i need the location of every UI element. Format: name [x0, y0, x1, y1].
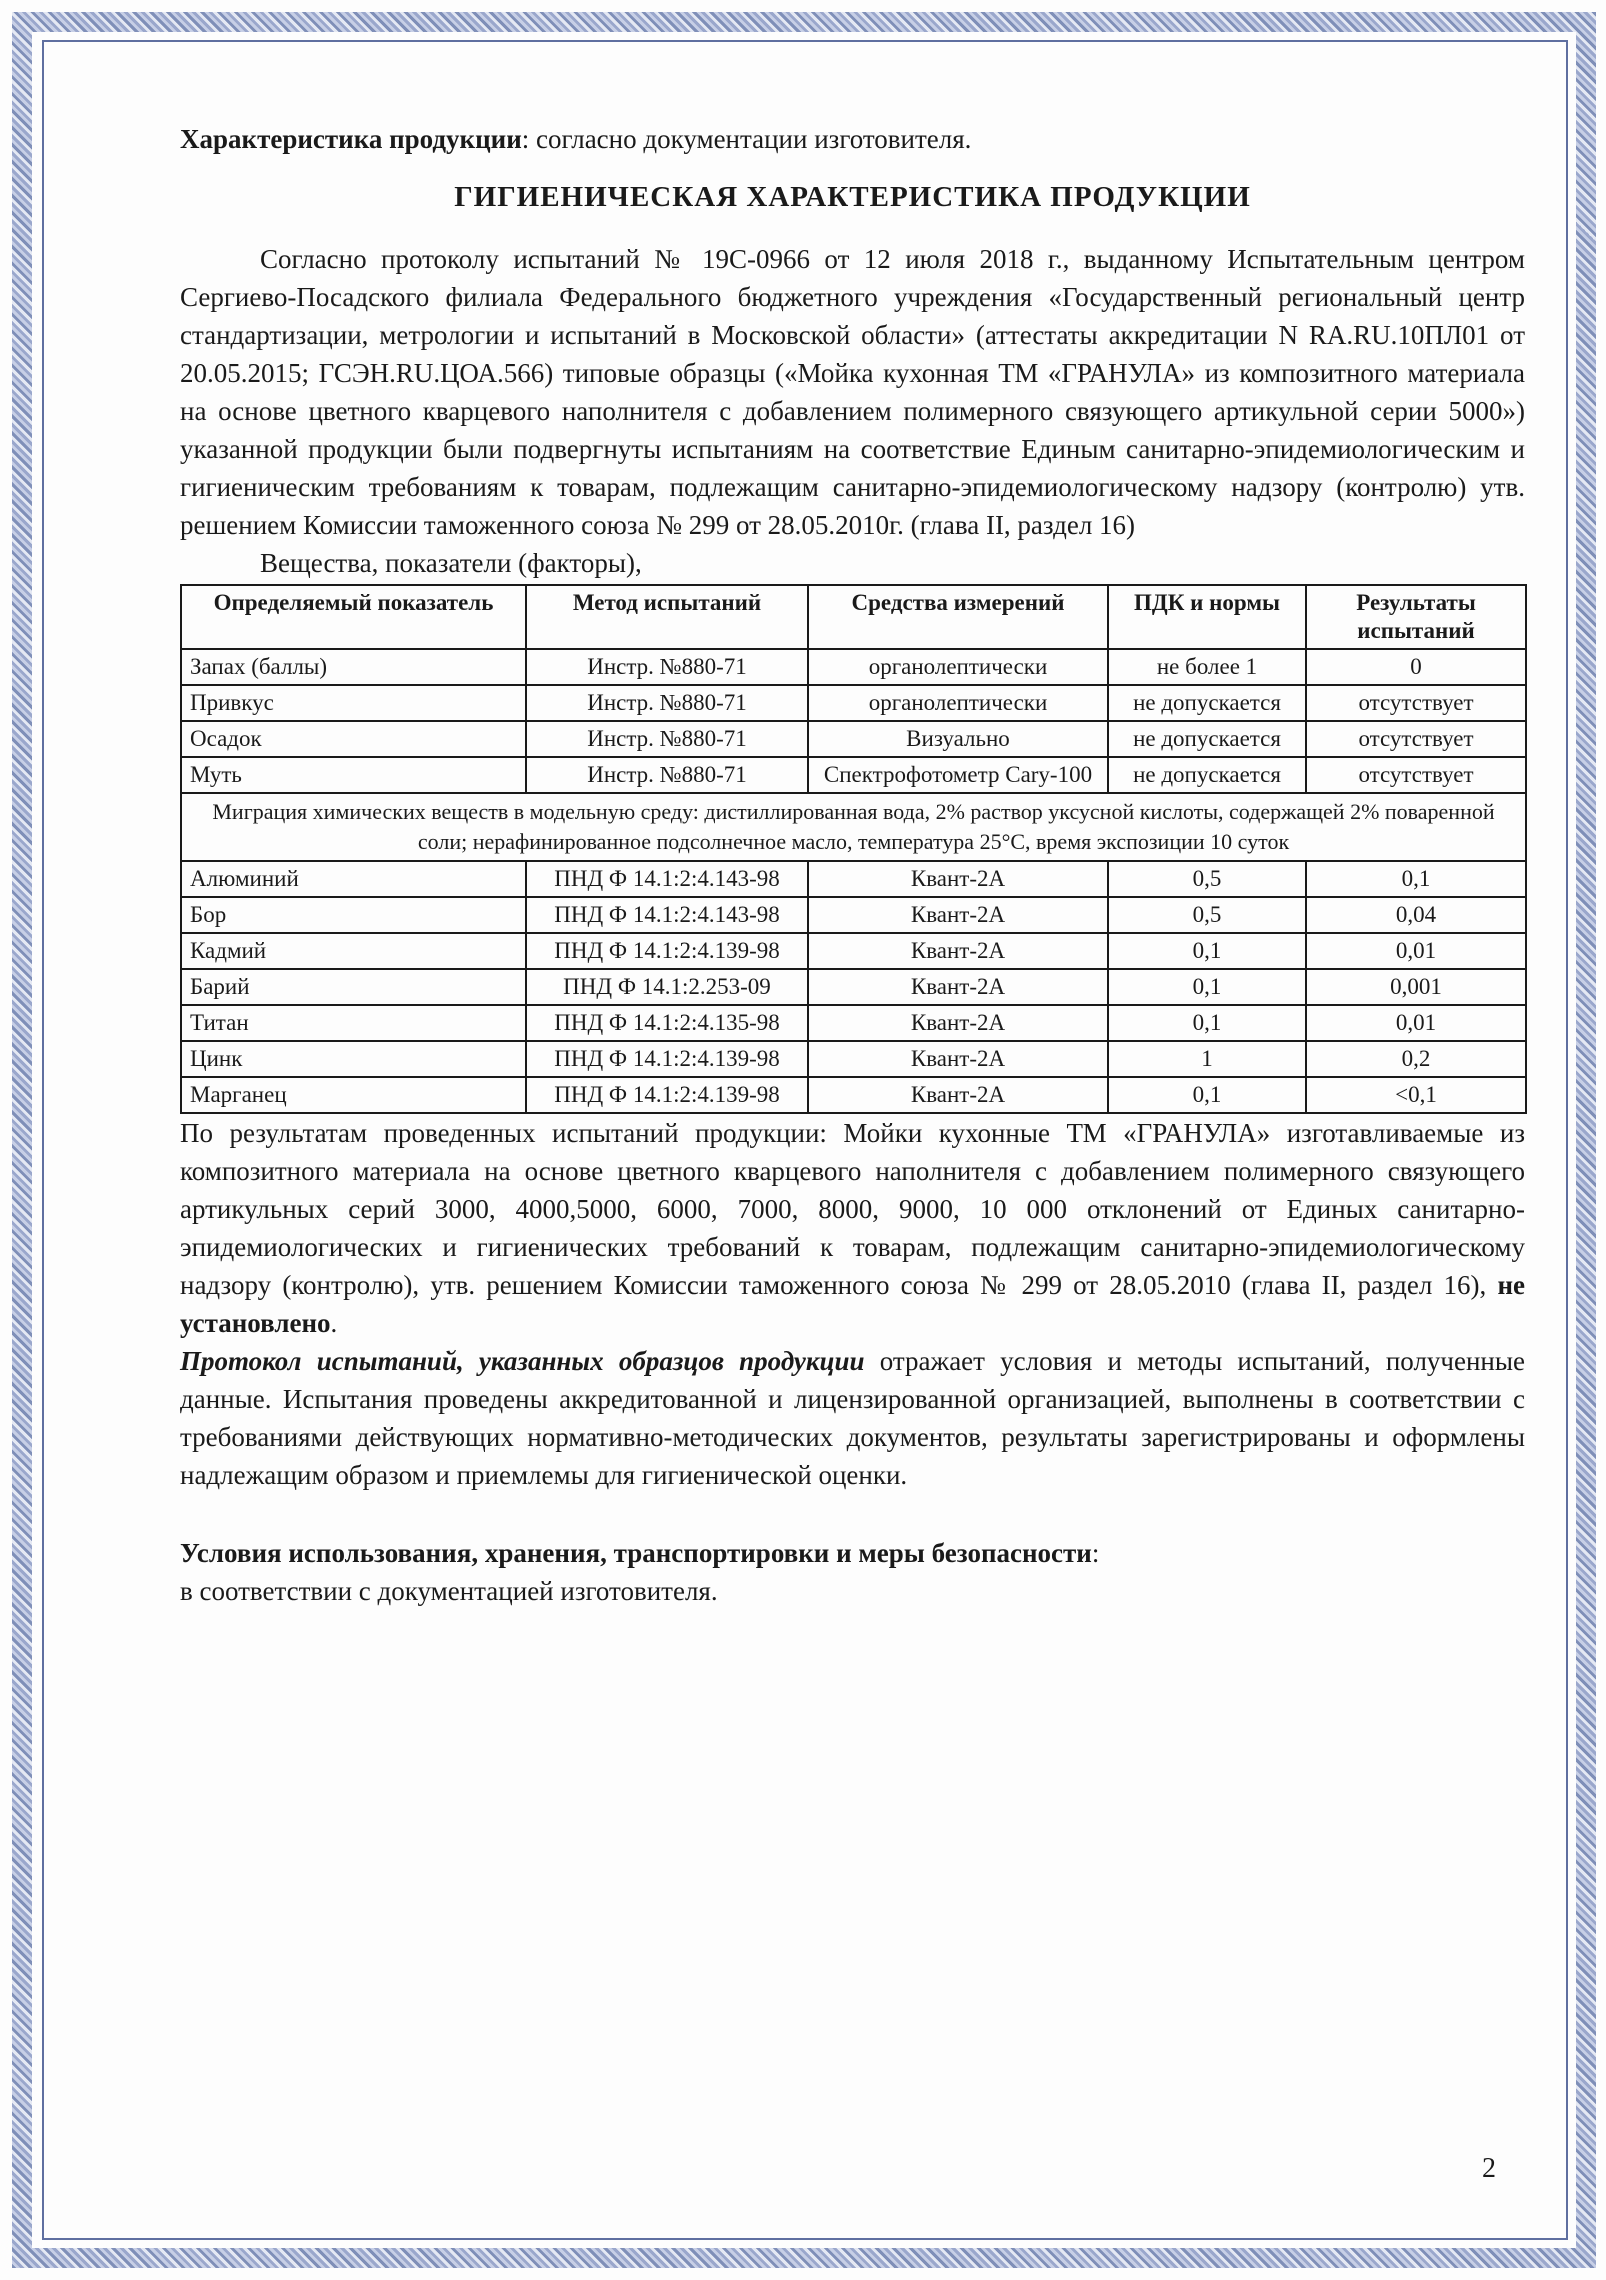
- cell-instrument: Квант-2А: [808, 1077, 1108, 1113]
- intro-paragraph: Согласно протоколу испытаний № 19С-0966 от 12 июля 2018 г., выданному Испытательным центром Сергиево-Посадского филиала Федерального бюджетного учреждения «Государственный региональный центр стандартизации, метрологии и испытаний в Московской области» (аттестаты аккредитации N RA.RU.10ПЛ01 от 20.05.2015; ГСЭН.RU.ЦОА.566) типовые образцы («Мойка кухонная ТМ «ГРАНУЛА» из композитного материала на основе цветного кварцевого наполнителя с добавлением полимерного связующего артикульной серии 5000») указанной продукции были подвергнуты испытаниям на соответствие Единым санитарно-эпидемиологическим и гигиеническим требованиям к товарам, подлежащим санитарно-эпидемиологическому надзору (контролю) утв. решением Комиссии таможенного союза № 299 от 28.05.2010г. (глава II, раздел 16): [180, 244, 1525, 540]
- test-results-table: [180, 584, 1527, 1114]
- cell-method: Инстр. №880-71: [526, 757, 808, 793]
- table-row: [181, 861, 1526, 897]
- cell-indicator: Титан: [181, 1005, 526, 1041]
- cell-indicator: Кадмий: [181, 933, 526, 969]
- cell-instrument: Квант-2А: [808, 1041, 1108, 1077]
- table-row: [181, 969, 1526, 1005]
- cell-instrument: Квант-2А: [808, 933, 1108, 969]
- migration-note: Миграция химических веществ в модельную среду: дистиллированная вода, 2% раствор уксусной кислоты, содержащей 2% поваренной соли; нерафинированное подсолнечное масло, температура 25°С, время экспозиции 10 суток: [181, 793, 1526, 861]
- cell-norm: 0,1: [1108, 1077, 1306, 1113]
- cell-indicator: Запах (баллы): [181, 649, 526, 685]
- cell-norm: 0,1: [1108, 933, 1306, 969]
- substances-label: Вещества, показатели (факторы),: [260, 548, 642, 578]
- product-characteristic-text: : согласно документации изготовителя.: [521, 124, 972, 154]
- cell-method: ПНД Ф 14.1:2:4.143-98: [526, 897, 808, 933]
- table-row: [181, 1041, 1526, 1077]
- protocol-text: отражает условия и методы испытаний, полученные данные. Испытания проведены аккредитованной и лицензированной организацией, выполнены в соответствии с требованиями действующих нормативно-методических документов, результаты зарегистрированы и оформлены надлежащим образом и приемлемы для гигиенической оценки.: [180, 1346, 1525, 1490]
- results-text: По результатам проведенных испытаний продукции: Мойки кухонные ТМ «ГРАНУЛА» изготавливаемые из композитного материала на основе цветного кварцевого наполнителя с добавлением полимерного связующего артикульных серий 3000, 4000,5000, 6000, 7000, 8000, 9000, 10 000 отклонений от Единых санитарно-эпидемиологических и гигиенических требований к товарам, подлежащим санитарно-эпидемиологическому надзору (контролю), утв. решением Комиссии таможенного союза № 299 от 28.05.2010 (глава II, раздел 16),: [180, 1118, 1525, 1300]
- page-number: 2: [1482, 2153, 1496, 2184]
- header-result: Результаты испытаний: [1306, 585, 1526, 649]
- table-row: [181, 1077, 1526, 1113]
- conditions-heading: [180, 1534, 1525, 1572]
- results-end: .: [330, 1308, 338, 1338]
- cell-indicator: Марганец: [181, 1077, 526, 1113]
- cell-instrument: Квант-2А: [808, 969, 1108, 1005]
- cell-method: ПНД Ф 14.1:2:4.139-98: [526, 1041, 808, 1077]
- protocol-paragraph: [180, 1342, 1525, 1494]
- cell-method: ПНД Ф 14.1:2:4.139-98: [526, 933, 808, 969]
- cell-indicator: Осадок: [181, 721, 526, 757]
- cell-method: Инстр. №880-71: [526, 649, 808, 685]
- table-row: [181, 685, 1526, 721]
- header-instrument: Средства измерений: [808, 585, 1108, 649]
- cell-instrument: Квант-2А: [808, 861, 1108, 897]
- section-title: ГИГИЕНИЧЕСКАЯ ХАРАКТЕРИСТИКА ПРОДУКЦИИ: [454, 181, 1251, 213]
- results-conclusion: не установлено: [180, 1270, 1525, 1338]
- protocol-lead: Протокол испытаний, указанных образцов продукции: [180, 1346, 865, 1376]
- migration-note-row: [181, 793, 1526, 861]
- cell-method: Инстр. №880-71: [526, 685, 808, 721]
- product-characteristic-line: [180, 120, 1525, 158]
- cell-norm: 0,1: [1108, 1005, 1306, 1041]
- cell-indicator: Привкус: [181, 685, 526, 721]
- cell-instrument: Визуально: [808, 721, 1108, 757]
- cell-indicator: Муть: [181, 757, 526, 793]
- header-indicator: Определяемый показатель: [181, 585, 526, 649]
- conditions-colon: :: [1091, 1538, 1100, 1568]
- cell-result: 0,04: [1306, 897, 1526, 933]
- cell-result: 0,1: [1306, 861, 1526, 897]
- cell-method: ПНД Ф 14.1:2:4.135-98: [526, 1005, 808, 1041]
- cell-method: ПНД Ф 14.1:2:4.143-98: [526, 861, 808, 897]
- cell-norm: не допускается: [1108, 685, 1306, 721]
- cell-result: <0,1: [1306, 1077, 1526, 1113]
- table-row: [181, 649, 1526, 685]
- cell-indicator: Барий: [181, 969, 526, 1005]
- table-row: [181, 721, 1526, 757]
- cell-norm: 0,5: [1108, 861, 1306, 897]
- cell-indicator: Цинк: [181, 1041, 526, 1077]
- header-norm: ПДК и нормы: [1108, 585, 1306, 649]
- table-row: [181, 1005, 1526, 1041]
- cell-indicator: Алюминий: [181, 861, 526, 897]
- cell-result: 0: [1306, 649, 1526, 685]
- cell-method: Инстр. №880-71: [526, 721, 808, 757]
- table-header-row: [181, 585, 1526, 649]
- cell-norm: не допускается: [1108, 721, 1306, 757]
- results-paragraph: [180, 1114, 1525, 1342]
- cell-instrument: Спектрофотометр Cary-100: [808, 757, 1108, 793]
- cell-instrument: органолептически: [808, 649, 1108, 685]
- cell-result: 0,01: [1306, 1005, 1526, 1041]
- cell-norm: не допускается: [1108, 757, 1306, 793]
- cell-result: отсутствует: [1306, 721, 1526, 757]
- cell-indicator: Бор: [181, 897, 526, 933]
- cell-result: отсутствует: [1306, 757, 1526, 793]
- table-row: [181, 897, 1526, 933]
- cell-norm: 1: [1108, 1041, 1306, 1077]
- header-method: Метод испытаний: [526, 585, 808, 649]
- cell-result: отсутствует: [1306, 685, 1526, 721]
- product-characteristic-label: Характеристика продукции: [180, 124, 522, 154]
- conditions-text: в соответствии с документацией изготовителя.: [180, 1576, 718, 1606]
- cell-method: ПНД Ф 14.1:2:4.139-98: [526, 1077, 808, 1113]
- cell-norm: 0,5: [1108, 897, 1306, 933]
- cell-norm: не более 1: [1108, 649, 1306, 685]
- cell-result: 0,2: [1306, 1041, 1526, 1077]
- conditions-label: Условия использования, хранения, транспортировки и меры безопасности: [180, 1538, 1092, 1568]
- cell-norm: 0,1: [1108, 969, 1306, 1005]
- cell-result: 0,001: [1306, 969, 1526, 1005]
- table-row: [181, 757, 1526, 793]
- cell-instrument: Квант-2А: [808, 897, 1108, 933]
- cell-method: ПНД Ф 14.1:2.253-09: [526, 969, 808, 1005]
- table-row: [181, 933, 1526, 969]
- cell-instrument: Квант-2А: [808, 1005, 1108, 1041]
- document-content: [180, 120, 1525, 1610]
- cell-instrument: органолептически: [808, 685, 1108, 721]
- cell-result: 0,01: [1306, 933, 1526, 969]
